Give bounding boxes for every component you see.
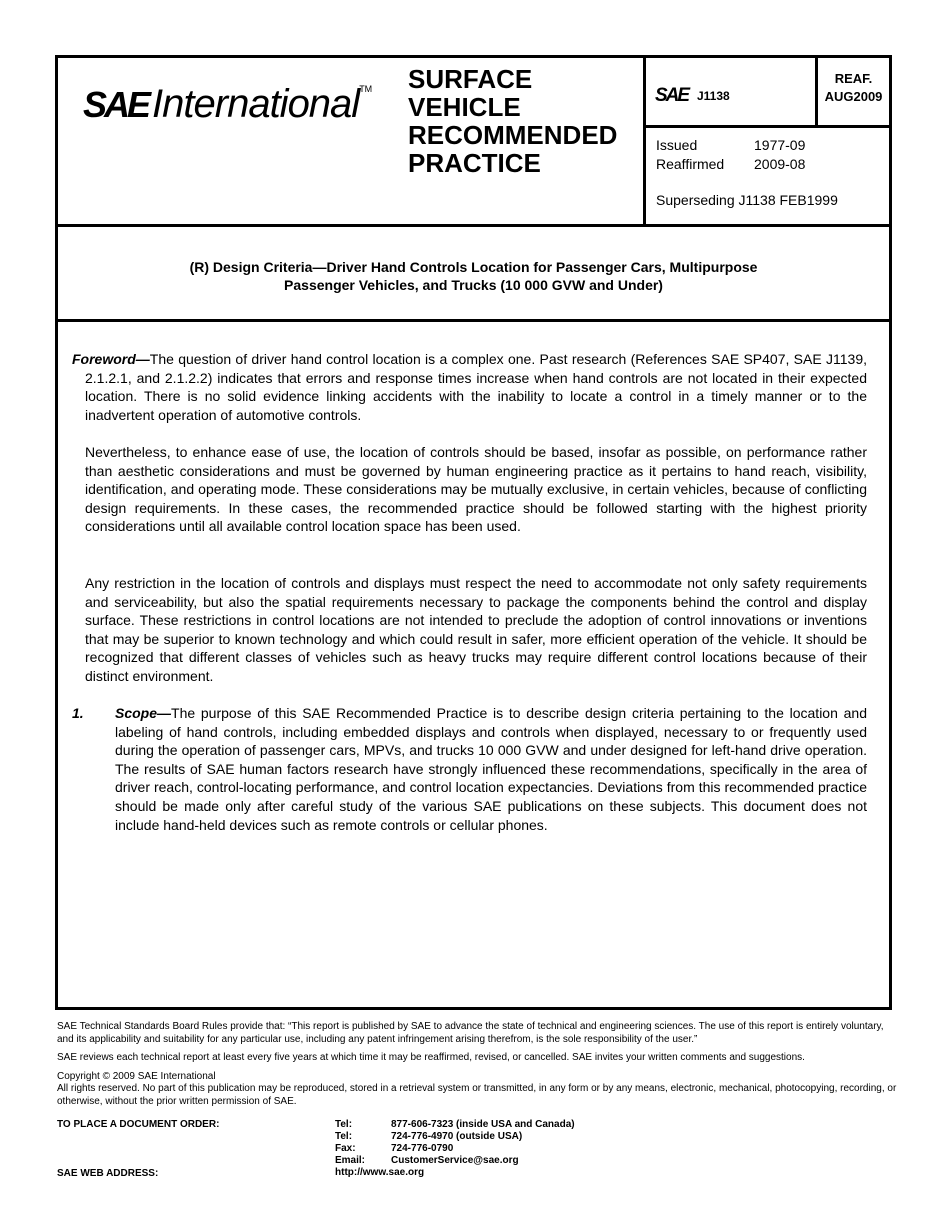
contact-key: Email: xyxy=(335,1155,366,1166)
sae-small-logo: SAE xyxy=(655,85,689,106)
standards-rules-notice: SAE Technical Standards Board Rules provide that: “This report is published by SAE to advance the state of technical and engineering sciences. The use of this report is entirely voluntary, and its applicability and suitability for any particular use, including any patent infringement arising therefrom, is the sole responsibility of the user.” xyxy=(57,1021,884,1045)
reaffirmed-value: 2009-08 xyxy=(754,156,806,172)
reaffirmed-box xyxy=(815,58,889,125)
rights-notice: All rights reserved. No part of this publication may be reproduced, stored in a retrieval system or transmitted, in any form or by any means, electronic, mechanical, photocopying, recording, or otherwise, without the prior written permission of SAE. xyxy=(57,1083,897,1107)
scope-paragraph xyxy=(115,704,867,834)
document-type xyxy=(408,65,617,177)
doctype-line: SURFACE xyxy=(408,64,533,94)
contact-value[interactable]: 724-776-4970 (outside USA) xyxy=(391,1131,523,1142)
contact-row xyxy=(335,1119,575,1131)
email-link[interactable]: CustomerService@sae.org xyxy=(391,1155,519,1166)
copyright-line: Copyright © 2009 SAE International xyxy=(57,1070,216,1082)
sae-international-logo xyxy=(83,82,372,128)
reaffirmed-label: Reaffirmed xyxy=(656,156,725,172)
web-address-link[interactable]: http://www.sae.org xyxy=(335,1167,425,1178)
web-label: SAE WEB ADDRESS: xyxy=(57,1168,159,1179)
contact-value[interactable]: 724-776-0790 xyxy=(391,1143,454,1154)
body-paragraph: Any restriction in the location of controls and displays must respect the need to accommodate not only safety requirements and serviceability, but also the spatial requirements necessary to package the components behind the control and display surface. These restrictions in control locations are not intended to preclude the adoption of control innovations or inventions that may be superior to known technology and which could result in safer, more efficient operation of the vehicle. It should be recognized that different classes of vehicles such as heavy trucks may require different control locations because of their distinct environment. xyxy=(85,575,867,684)
document-number: J1138 xyxy=(697,89,730,103)
doctype-line: PRACTICE xyxy=(408,148,541,178)
number-row xyxy=(646,58,889,128)
document-title xyxy=(98,258,849,294)
reaf-label: REAF. xyxy=(834,71,873,86)
document-frame xyxy=(55,55,892,1010)
issued-value: 1977-09 xyxy=(754,137,806,153)
logo-mark: SAE xyxy=(83,84,149,125)
footer-notices xyxy=(57,1021,897,1108)
doctype-line: RECOMMENDED xyxy=(408,120,618,150)
logo-trademark: TM xyxy=(359,84,373,94)
contact-key: Fax: xyxy=(335,1143,356,1154)
foreword-paragraph xyxy=(72,350,867,424)
title-line: (R) Design Criteria—Driver Hand Controls Location for Passenger Cars, Multipurpose xyxy=(189,259,758,275)
contact-key: Tel: xyxy=(335,1131,353,1142)
contact-row xyxy=(335,1155,575,1167)
logo-text: International xyxy=(152,82,360,126)
title-section xyxy=(58,224,889,322)
web-row xyxy=(335,1167,575,1179)
body-paragraph: Nevertheless, to enhance ease of use, the location of controls should be based, insofar as possible, on performance rather than aesthetic considerations and must be governed by human engineering practice as it pertains to hand reach, visibility, identification, and operating mode. These considerations may be mutually exclusive, in certain vehicles, because of conflicting design requirements. In these cases, the recommended practice should be followed starting with the highest priority considerations until all available control location space has been used. xyxy=(85,444,867,535)
review-notice: SAE reviews each technical report at least every five years at which time it may be reaffirmed, revised, or cancelled. SAE invites your written comments and suggestions. xyxy=(57,1052,805,1063)
header xyxy=(58,58,889,227)
foreword-label: Foreword— xyxy=(72,351,150,367)
contact-key: Tel: xyxy=(335,1119,353,1130)
scope-label: Scope— xyxy=(115,705,172,721)
contact-list xyxy=(335,1119,575,1179)
document-number-box xyxy=(643,58,889,224)
contact-row xyxy=(335,1131,575,1143)
foreword-text: The question of driver hand control location is a complex one. Past research (References SAE SP407, SAE J1139, 2.1.2.1, and 2.1.2.2) indicates that errors and response times increase when hand controls are not located in their expected location. There is no solid evidence linking accidents with the inability to locate a control in a timely manner or to the inadvertent operation of automotive controls. xyxy=(85,351,867,423)
reaf-date: AUG2009 xyxy=(824,89,883,104)
issue-dates xyxy=(656,136,805,174)
title-line: Passenger Vehicles, and Trucks (10 000 GVW and Under) xyxy=(284,277,663,293)
contact-value[interactable]: 877-606-7323 (inside USA and Canada) xyxy=(391,1119,575,1130)
doctype-line: VEHICLE xyxy=(408,92,521,122)
issued-label: Issued xyxy=(656,137,698,153)
order-label: TO PLACE A DOCUMENT ORDER: xyxy=(57,1119,220,1130)
contact-row xyxy=(335,1143,575,1155)
scope-text: The purpose of this SAE Recommended Practice is to describe design criteria pertaining to the location and labeling of hand controls, including embedded displays and controls when displayed, necessary to or frequently used during the operation of passenger cars, MPVs, and trucks 10 000 GVW and under designed for left-hand drive operation. The results of SAE human factors research have strongly influenced these recommendations, specifically in the area of driver reach, control-locating performance, and control location expectancies. Deviations from this recommended practice should be made only after careful study of the various SAE publications on these subjects. This document does not include hand-held devices such as remote controls or cellular phones. xyxy=(115,705,867,833)
section-number: 1. xyxy=(72,705,84,721)
superseding-note: Superseding J1138 FEB1999 xyxy=(656,192,838,208)
